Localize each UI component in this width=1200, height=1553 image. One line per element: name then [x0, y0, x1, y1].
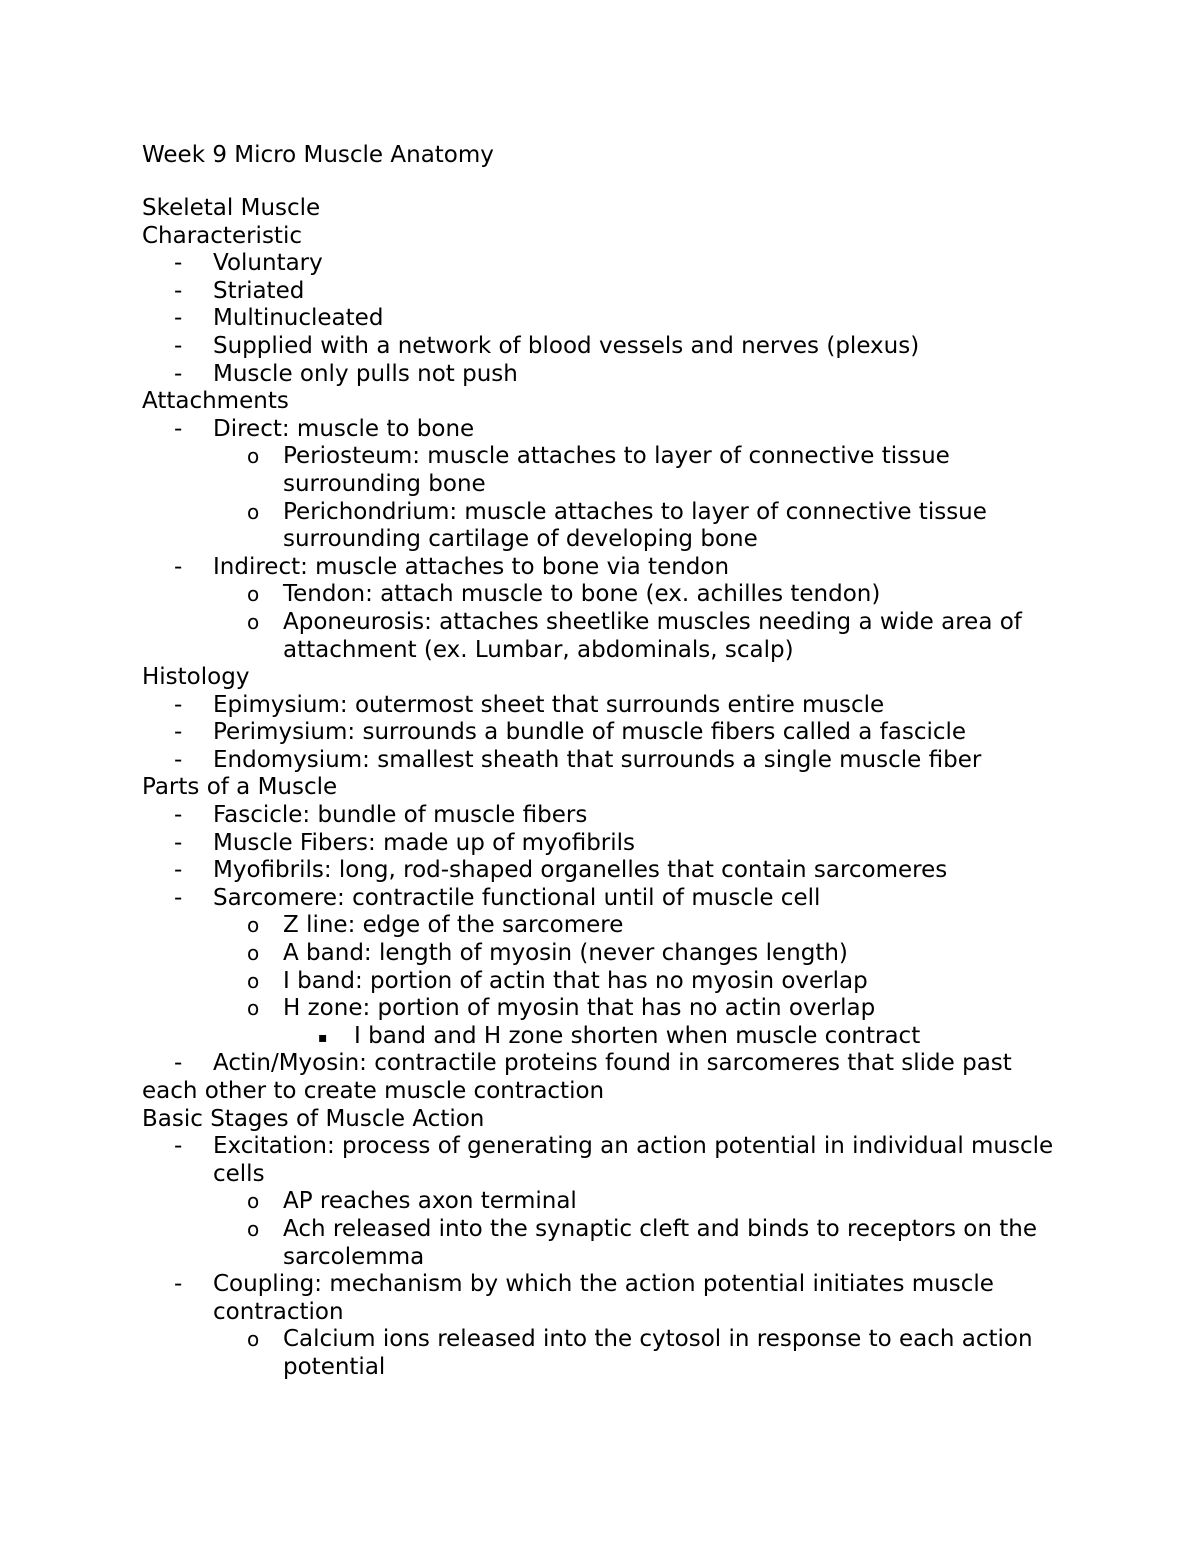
section-heading-attachments: Attachments: [142, 388, 289, 415]
dash-bullet: -: [174, 1271, 183, 1298]
list-item: - Excitation: process of generating an action potential in individual muscle cells: [174, 1133, 1054, 1187]
sub-list-item: o H zone: portion of myosin that has no actin overlap: [247, 995, 876, 1022]
dash-bullet: -: [174, 360, 183, 387]
sub-list-item: o A band: length of myosin (never changes length): [247, 940, 848, 967]
dash-bullet: -: [174, 553, 183, 580]
dash-bullet: -: [174, 415, 183, 442]
list-item: - Striated: [174, 277, 305, 304]
dash-bullet: -: [174, 1050, 183, 1077]
circle-bullet: o: [247, 582, 260, 607]
sub-list-item: o I band: portion of actin that has no myosin overlap: [247, 967, 868, 994]
dash-bullet: -: [174, 277, 183, 304]
circle-bullet: o: [247, 968, 260, 993]
list-item: - Indirect: muscle attaches to bone via tendon: [174, 553, 730, 580]
dash-bullet: -: [174, 802, 183, 829]
list-item: - Perimysium: surrounds a bundle of muscle fibers called a fascicle: [174, 719, 967, 746]
dash-bullet: -: [174, 829, 183, 856]
circle-bullet: o: [247, 1327, 260, 1352]
sub-sub-list-item: ▪ I band and H zone shorten when muscle contract: [142, 1023, 1072, 1051]
list-item: - Coupling: mechanism by which the action potential initiates muscle contraction: [174, 1271, 994, 1325]
list-item: - Myofibrils: long, rod-shaped organelles that contain sarcomeres: [174, 857, 948, 884]
list-item: - Epimysium: outermost sheet that surrounds entire muscle: [174, 691, 885, 718]
sub-list-item: o Periosteum: muscle attaches to layer of connective tissue surrounding bone: [247, 443, 950, 497]
list-item: - Supplied with a network of blood vessels and nerves (plexus): [174, 332, 920, 359]
list-item: - Endomysium: smallest sheath that surrounds a single muscle fiber: [174, 746, 982, 773]
circle-bullet: o: [247, 1189, 260, 1214]
sub-list-item: o Ach released into the synaptic cleft and binds to receptors on the sarcolemma: [247, 1215, 1037, 1270]
dash-bullet: -: [174, 691, 183, 718]
list-item: - Multinucleated: [174, 305, 384, 332]
list-item: - Direct: muscle to bone: [174, 415, 475, 442]
circle-bullet: o: [247, 996, 260, 1021]
dash-bullet: -: [174, 250, 183, 277]
section-heading-histology: Histology: [142, 664, 250, 691]
section-heading-characteristic: Characteristic: [142, 222, 302, 249]
sub-list-item: o Perichondrium: muscle attaches to layer of connective tissue surrounding cartilage of developing bone: [247, 498, 987, 553]
dash-bullet: -: [174, 884, 183, 911]
dash-bullet: -: [174, 332, 183, 359]
section-heading-skeletal: Skeletal Muscle: [142, 195, 321, 221]
list-item: - Sarcomere: contractile functional until of muscle cell: [174, 884, 821, 911]
section-heading-parts: Parts of a Muscle: [142, 774, 338, 801]
sub-list-item: o Z line: edge of the sarcomere: [247, 912, 624, 939]
dash-bullet: -: [174, 746, 183, 773]
document-body: [142, 141, 1072, 1382]
circle-bullet: o: [247, 609, 260, 634]
square-bullet: ▪: [318, 1029, 328, 1046]
sub-list-item: o Aponeurosis: attaches sheetlike muscles needing a wide area of attachment (ex. Lumbar, abdominals, scalp): [247, 608, 1022, 663]
list-item: - Voluntary: [174, 250, 323, 277]
circle-bullet: o: [247, 444, 260, 469]
list-item: - Muscle only pulls not push: [174, 360, 518, 387]
circle-bullet: o: [247, 499, 260, 524]
sub-list-item: o Calcium ions released into the cytosol in response to each action potential: [247, 1326, 1033, 1380]
document-title: Week 9 Micro Muscle Anatomy: [142, 142, 494, 168]
dash-bullet: -: [174, 857, 183, 884]
sub-list-item: o AP reaches axon terminal: [247, 1188, 577, 1215]
dash-bullet: -: [174, 305, 183, 332]
list-item: - Muscle Fibers: made up of myofibrils: [174, 829, 636, 856]
dash-bullet: -: [174, 1133, 183, 1160]
sub-list-item: o Tendon: attach muscle to bone (ex. achilles tendon): [247, 581, 881, 608]
circle-bullet: o: [247, 941, 260, 966]
section-heading-stages: Basic Stages of Muscle Action: [142, 1105, 485, 1132]
dash-bullet: -: [174, 719, 183, 746]
continuation-line: each other to create muscle contraction: [142, 1078, 605, 1104]
circle-bullet: o: [247, 913, 260, 938]
list-item: - Actin/Myosin: contractile proteins found in sarcomeres that slide past: [174, 1050, 1012, 1077]
circle-bullet: o: [247, 1216, 260, 1241]
list-item: - Fascicle: bundle of muscle fibers: [174, 802, 588, 829]
blank-line: [142, 169, 1072, 195]
